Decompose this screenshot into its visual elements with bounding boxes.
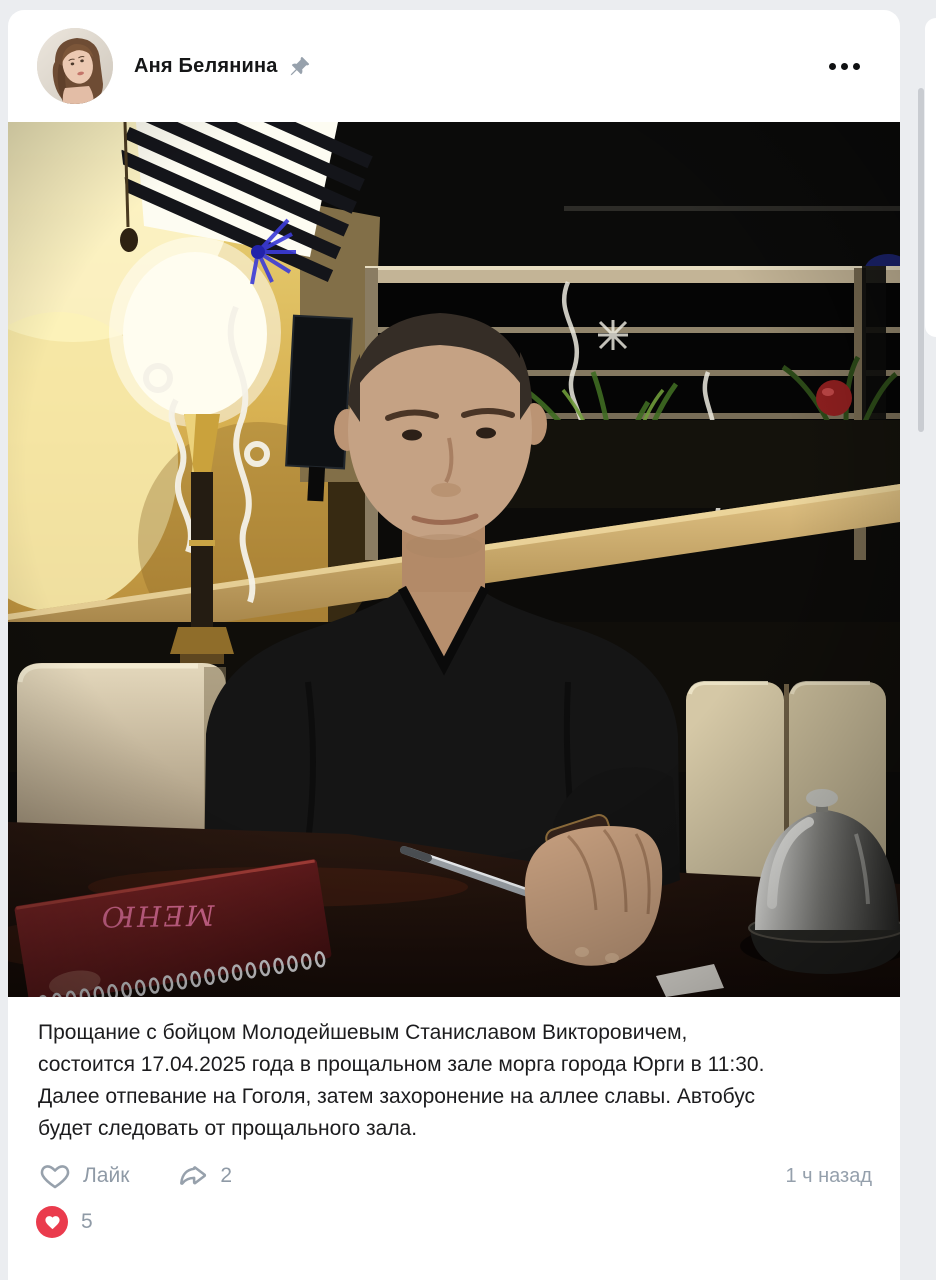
timestamp: 1 ч назад	[785, 1164, 872, 1187]
avatar[interactable]	[37, 28, 113, 104]
post-text-line: Далее отпевание на Гоголя, затем захоронение на аллее славы. Автобус	[38, 1085, 755, 1108]
post-header	[8, 10, 900, 122]
adjacent-panel-sliver	[925, 18, 936, 337]
avatar-image	[37, 28, 113, 104]
author-name[interactable]: Аня Белянина	[134, 54, 278, 77]
more-options-button[interactable]	[827, 57, 862, 76]
like-label: Лайк	[83, 1164, 130, 1187]
actions-bar	[38, 1154, 872, 1198]
post-photo[interactable]	[8, 122, 900, 997]
heart-icon	[44, 1214, 61, 1231]
post-text	[38, 1017, 884, 1145]
share-button[interactable]	[175, 1160, 232, 1192]
heart-reaction-badge[interactable]	[36, 1206, 68, 1238]
pin-icon	[289, 56, 310, 77]
share-arrow-icon	[175, 1160, 209, 1192]
photo-illustration	[8, 122, 900, 997]
scrollbar-thumb[interactable]	[918, 88, 924, 432]
post-text-line: состоится 17.04.2025 года в прощальном зале морга города Юрги в 11:30.	[38, 1053, 765, 1076]
post-text-line: будет следовать от прощального зала.	[38, 1117, 418, 1140]
heart-outline-icon	[38, 1160, 72, 1192]
like-button[interactable]	[38, 1160, 129, 1192]
reaction-count: 5	[81, 1210, 93, 1233]
post-text-line: Прощание с бойцом Молодейшевым Станиславом Викторовичем,	[38, 1021, 688, 1044]
post-card	[8, 10, 900, 1280]
share-count: 2	[220, 1164, 233, 1187]
reactions-row	[36, 1206, 93, 1238]
